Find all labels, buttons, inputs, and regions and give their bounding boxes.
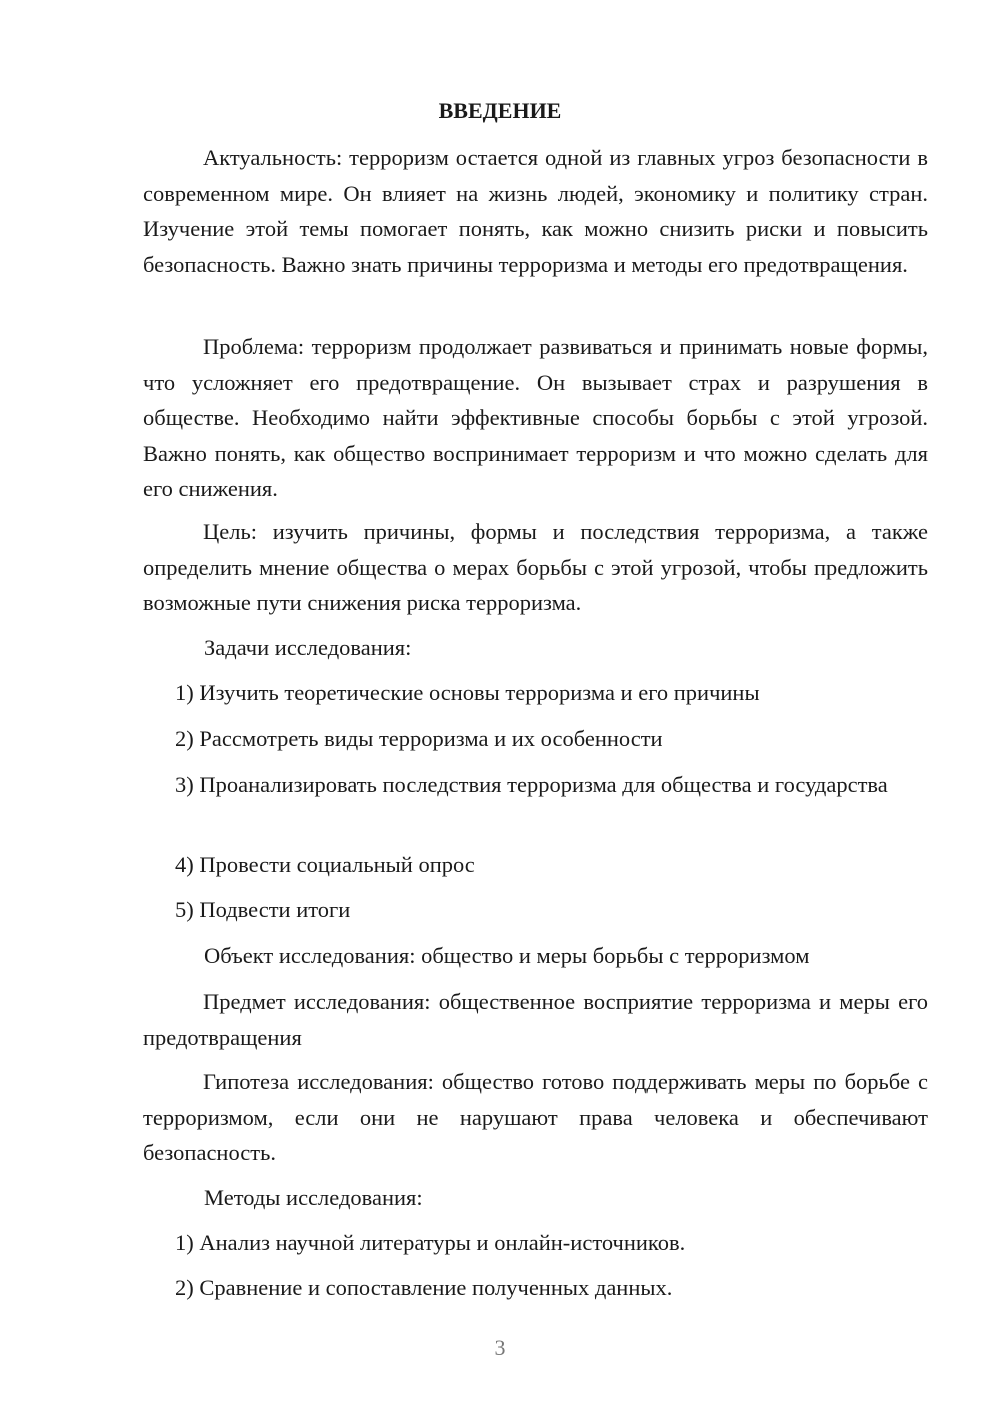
hypothesis-paragraph: Гипотеза исследования: общество готово поддерживать меры по борьбе с терроризмом, если они не нарушают права человека и обеспечивают безопасность.: [143, 1069, 928, 1165]
object-paragraph: Объект исследования: общество и меры борьбы с терроризмом: [204, 943, 810, 968]
relevance-paragraph: Актуальность: терроризм остается одной из главных угроз безопасности в современном мире. Он влияет на жизнь людей, экономику и политику стран. Изучение этой темы помогает понять, как можно снизить риски и повысить безопасность. Важно знать причины терроризма и методы его предотвращения.: [143, 145, 928, 277]
subject-paragraph: Предмет исследования: общественное восприятие терроризма и меры его предотвращения: [143, 989, 928, 1050]
tasks-heading: Задачи исследования:: [204, 635, 412, 660]
method-item-1: 1) Анализ научной литературы и онлайн-источников.: [175, 1230, 686, 1255]
page-number: 3: [494, 1335, 506, 1360]
task-item-1: 1) Изучить теоретические основы терроризма и его причины: [175, 680, 760, 705]
methods-heading: Методы исследования:: [204, 1185, 423, 1210]
task-item-5: 5) Подвести итоги: [175, 897, 351, 922]
task-item-4: 4) Провести социальный опрос: [175, 852, 475, 877]
task-item-3: 3) Проанализировать последствия терроризма для общества и государства: [175, 772, 888, 797]
page-title: ВВЕДЕНИЕ: [438, 98, 562, 123]
problem-paragraph: Проблема: терроризм продолжает развиваться и принимать новые формы, что усложняет его предотвращение. Он вызывает страх и разрушения в обществе. Необходимо найти эффективные способы борьбы с этой угрозой. Важно понять, как общество воспринимает терроризм и что можно сделать для его снижения.: [143, 334, 928, 501]
method-item-2: 2) Сравнение и сопоставление полученных данных.: [175, 1275, 673, 1300]
task-item-2: 2) Рассмотреть виды терроризма и их особенности: [175, 726, 663, 751]
goal-paragraph: Цель: изучить причины, формы и последствия терроризма, а также определить мнение общества о мерах борьбы с этой угрозой, чтобы предложить возможные пути снижения риска терроризма.: [143, 519, 928, 615]
